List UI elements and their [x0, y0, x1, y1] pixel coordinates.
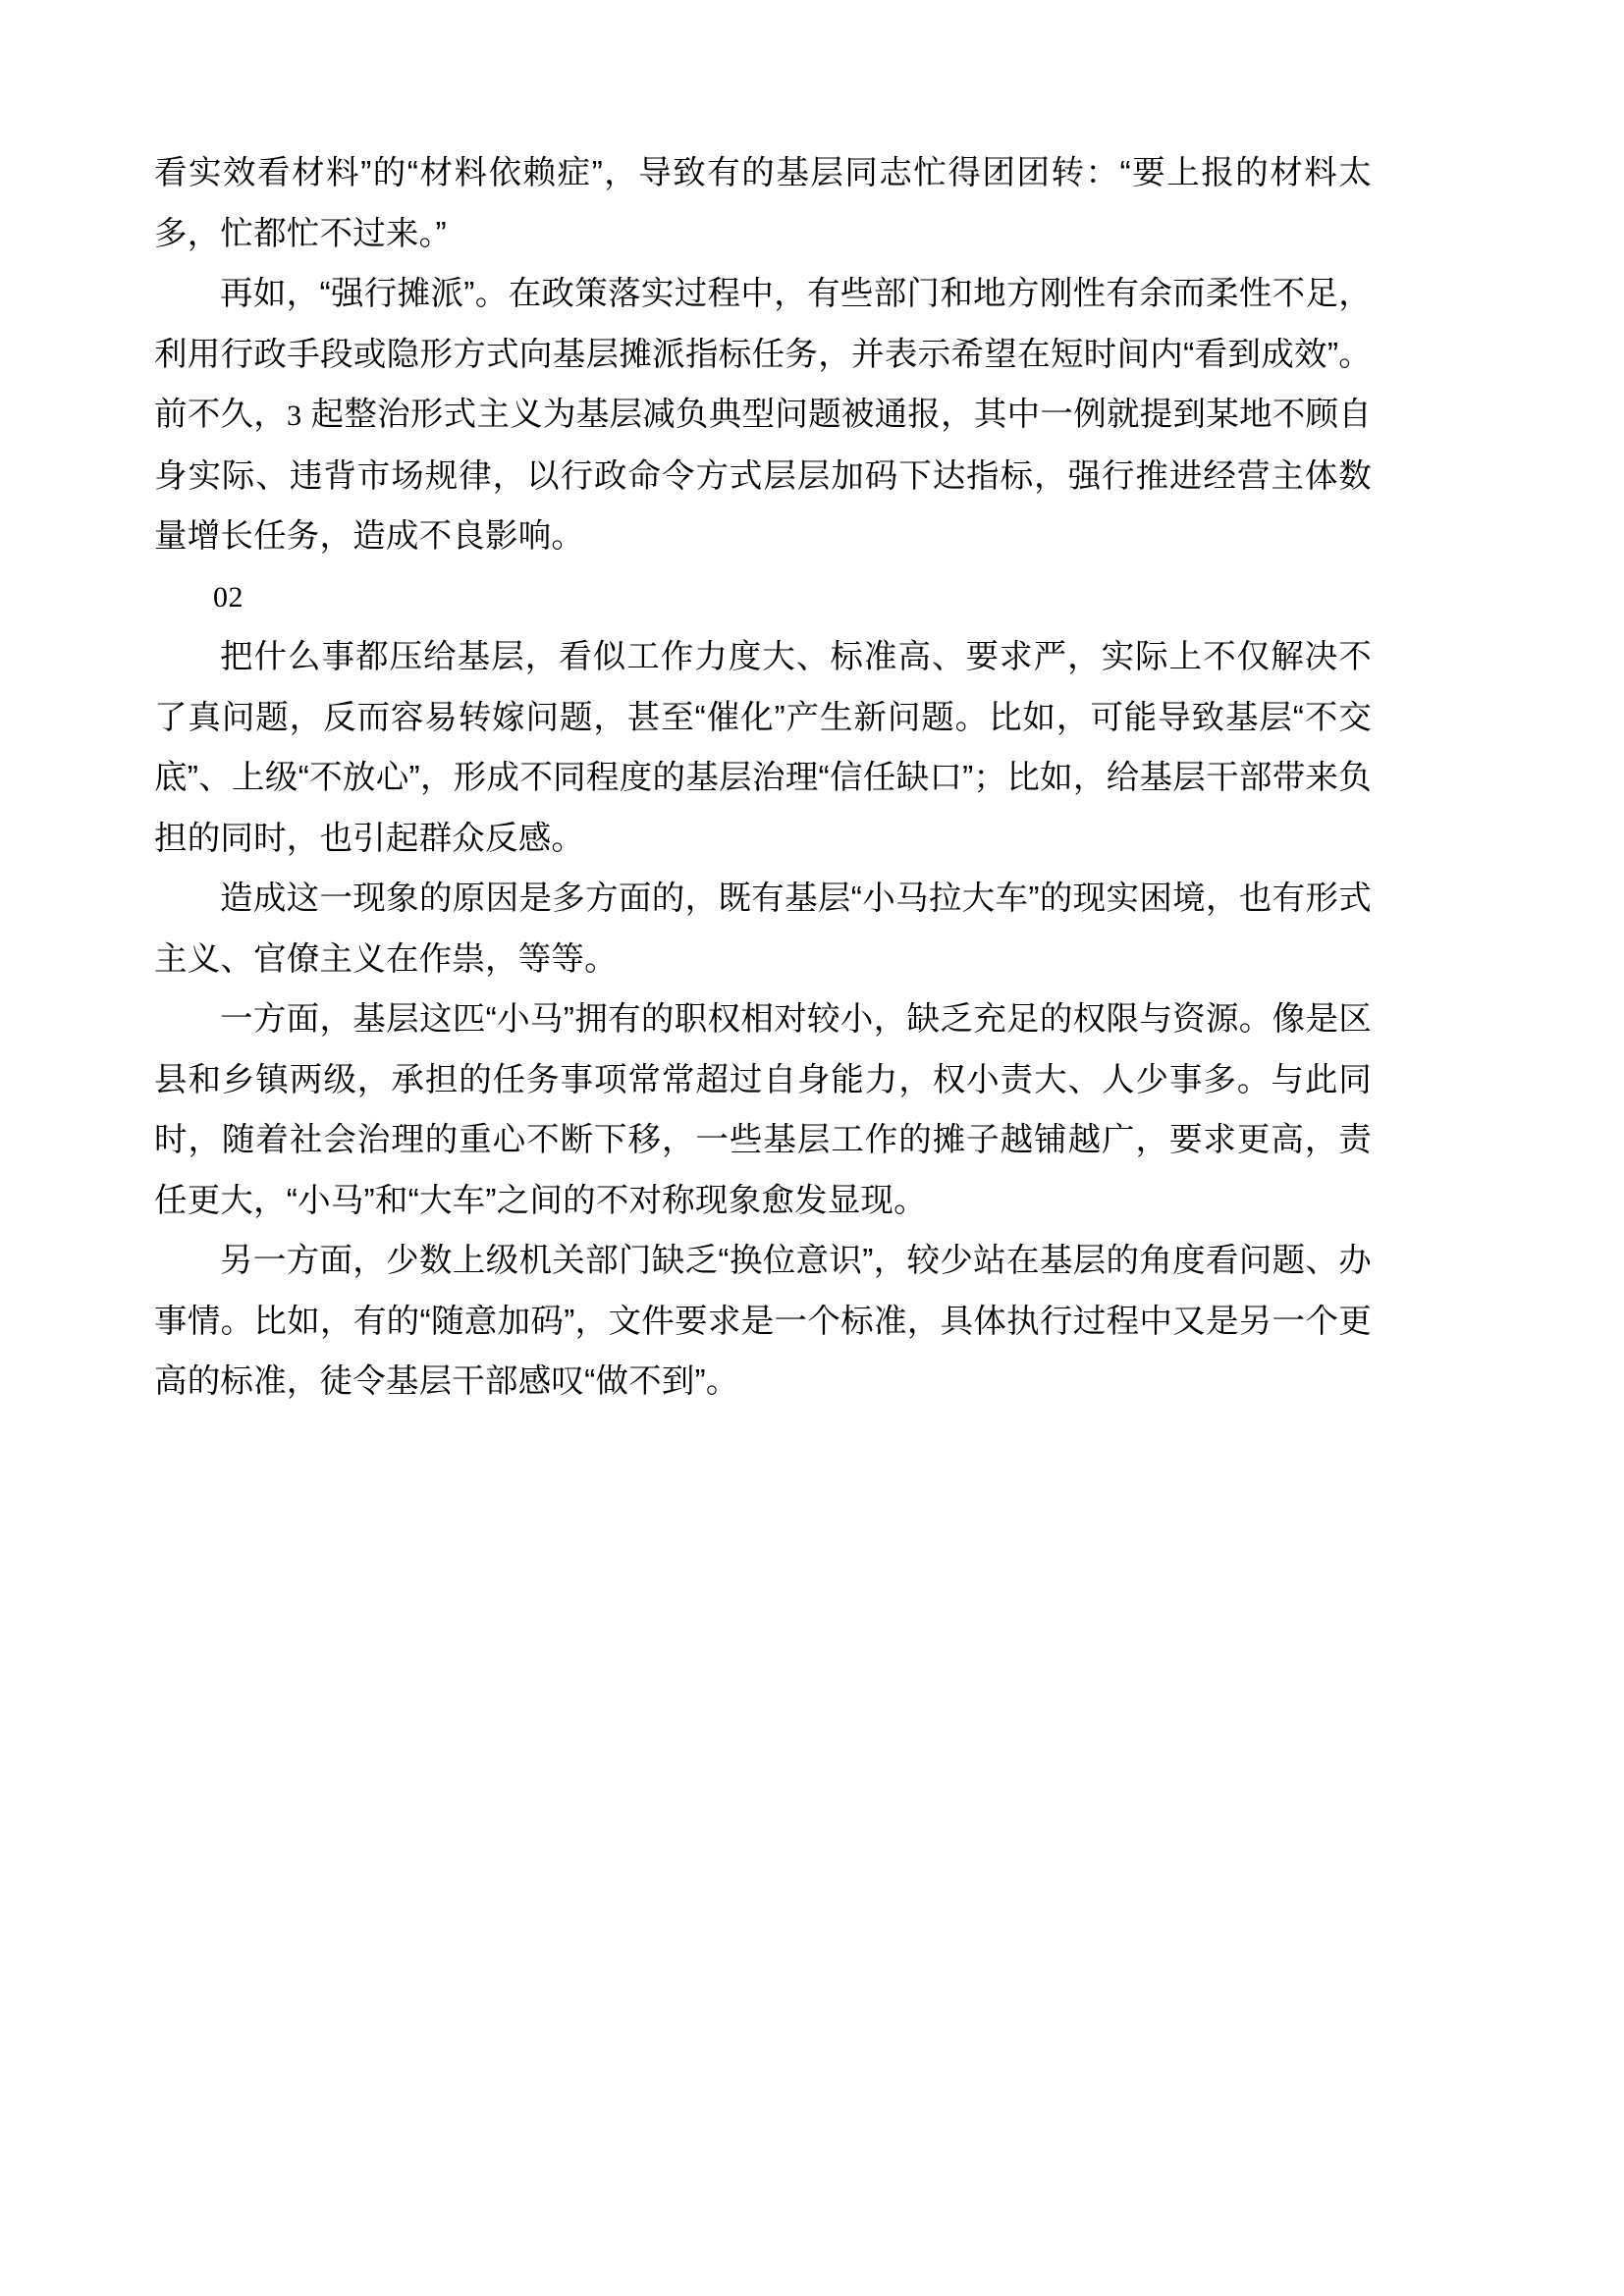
paragraph-pressure-on-grassroots: 把什么事都压给基层，看似工作力度大、标准高、要求严，实际上不仅解决不了真问题，反而容易转嫁问题，甚至“催化”产生新问题。比如，可能导致基层“不交底”、上级“不放心”，形成不同程度的基层治理“信任缺口”；比如，给基层干部带来负担的同时，也引起群众反感。 [154, 639, 1372, 857]
paragraph-forced-apportionment: 再如，“强行摊派”。在政策落实过程中，有些部门和地方刚性有余而柔性不足，利用行政手段或隐形方式向基层摊派指标任务，并表示希望在短时间内“看到成效”。前不久，3 起整治形式主义为基层减负典型问题被通报，其中一例就提到某地不顾自身实际、违背市场规律，以行政命令方式层层加码下达指标，强行推进经营主体数量增长任务，造成不良影响。 [154, 276, 1372, 555]
section-marker-02: 02 [213, 580, 244, 614]
paragraph-on-the-other-hand: 另一方面，少数上级机关部门缺乏“换位意识”，较少站在基层的角度看问题、办事情。比如，有的“随意加码”，文件要求是一个标准，具体执行过程中又是另一个更高的标准，徒令基层干部感叹“做不到”。 [154, 1243, 1372, 1400]
paragraph-continuation: 看实效看材料”的“材料依赖症”，导致有的基层同志忙得团团转：“要上报的材料太多，忙都忙不过来。” [154, 155, 1372, 252]
paragraph-causes-overview: 造成这一现象的原因是多方面的，既有基层“小马拉大车”的现实困境，也有形式主义、官僚主义在作祟，等等。 [154, 881, 1372, 978]
document-text-body [154, 143, 1372, 1413]
paragraph-on-one-hand: 一方面，基层这匹“小马”拥有的职权相对较小，缺乏充足的权限与资源。像是区县和乡镇两级，承担的任务事项常常超过自身能力，权小责大、人少事多。与此同时，随着社会治理的重心不断下移，一些基层工作的摊子越铺越广，要求更高，责任更大，“小马”和“大车”之间的不对称现象愈发显现。 [154, 1001, 1372, 1219]
